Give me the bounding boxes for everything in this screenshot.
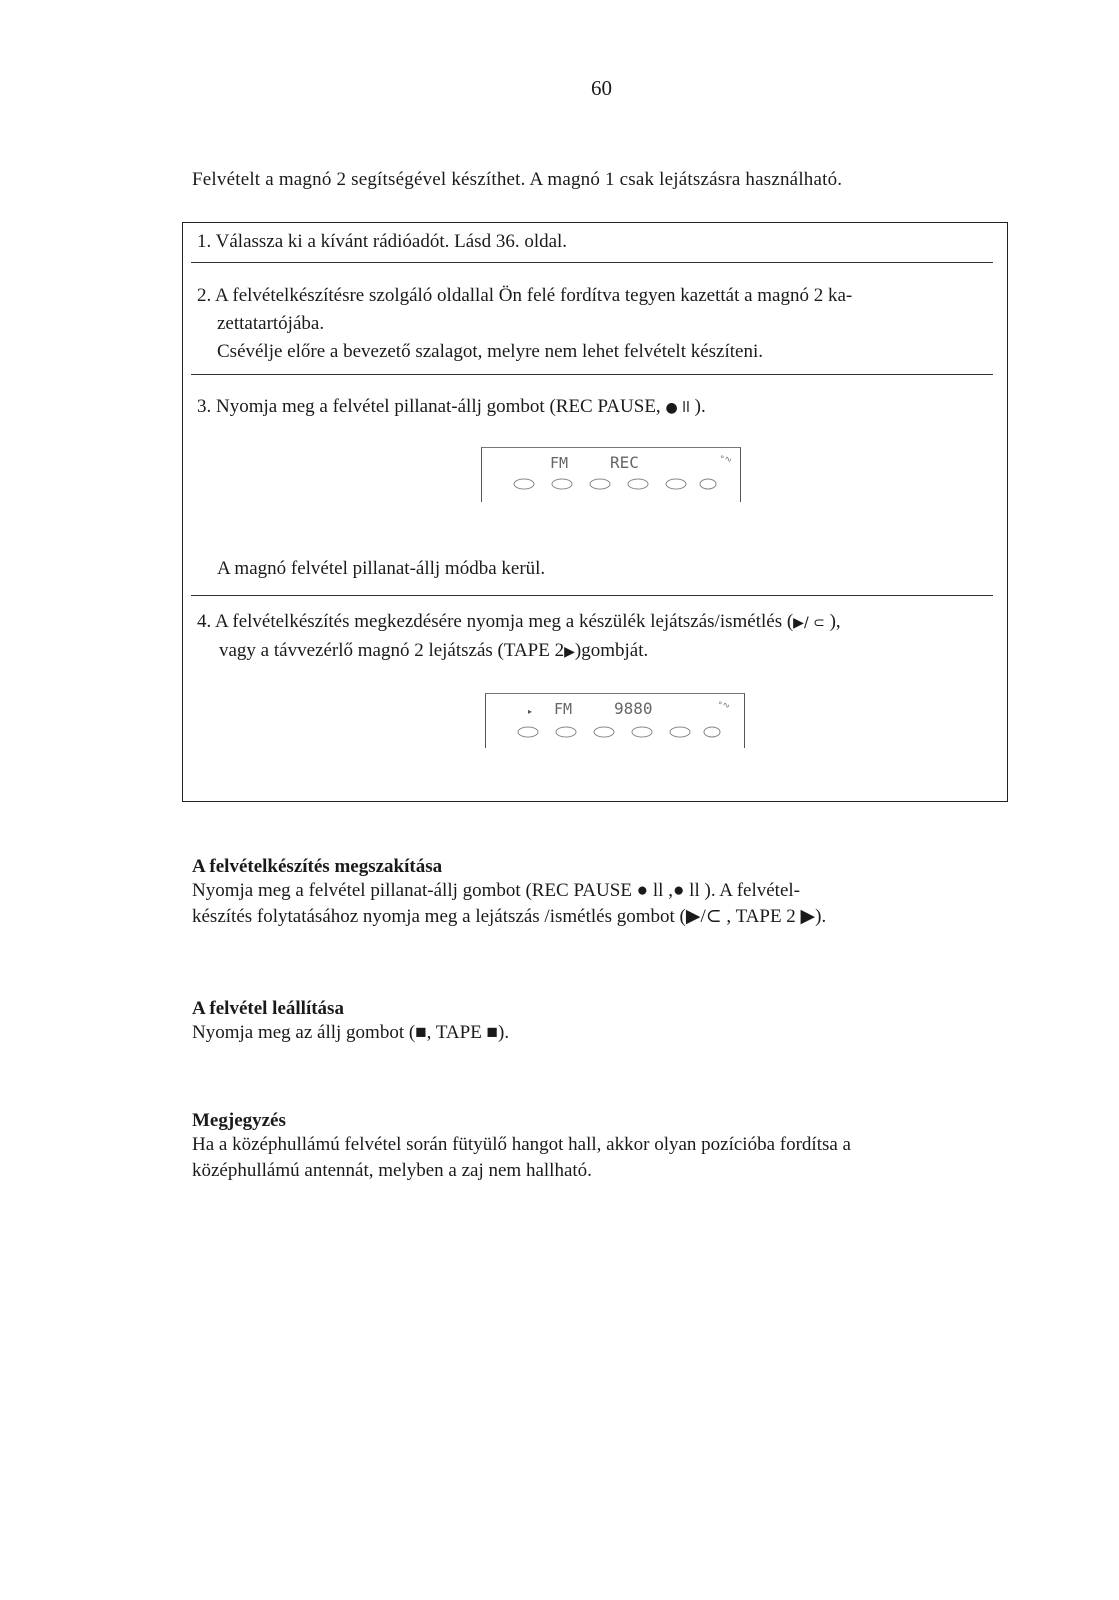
step-4-line-2-suffix: )gombját. bbox=[574, 640, 649, 661]
step-4-line-2 bbox=[197, 637, 841, 666]
section-body-line-1: Nyomja meg a felvétel pillanat-állj gombot (REC PAUSE ● ll ,● ll ). A felvétel- bbox=[192, 880, 800, 901]
step-4-suffix: ), bbox=[824, 611, 841, 632]
section-note bbox=[192, 1110, 1000, 1184]
step-4 bbox=[197, 608, 841, 666]
lcd-display-recording bbox=[485, 693, 745, 748]
lcd-frequency: 9880 bbox=[614, 699, 653, 718]
step-2 bbox=[197, 282, 852, 366]
step-2-line-2: zettatartójába. bbox=[217, 313, 325, 334]
steps-box bbox=[182, 222, 1008, 802]
step-4-line-1 bbox=[197, 608, 841, 637]
lcd-stereo-icon: °∿ bbox=[718, 701, 731, 711]
lcd-play-icon: ▸ bbox=[528, 707, 533, 716]
lcd-band-label: FM bbox=[554, 700, 573, 718]
step-2-line-3: Csévélje előre a bevezető szalagot, melyre nem lehet felvételt készíteni. bbox=[217, 341, 763, 362]
section-stop bbox=[192, 998, 1000, 1046]
step-2-line-1: 2. A felvételkészítésre szolgáló oldallal Ön felé fordítva tegyen kazettát a magnó 2 ka- bbox=[197, 285, 853, 306]
play-symbol: ▶ bbox=[564, 644, 575, 660]
lcd-display-rec-pause bbox=[481, 447, 741, 502]
section-body-line-2: készítés folytatásához nyomja meg a lejátszás /ismétlés gombot (▶/⊂ , TAPE 2 ▶). bbox=[192, 906, 827, 927]
step-3-suffix: ). bbox=[694, 396, 706, 417]
lcd-stereo-icon: °∿ bbox=[720, 455, 733, 465]
step-3-text: 3. Nyomja meg a felvétel pillanat-állj gombot (REC PAUSE, bbox=[197, 396, 661, 417]
intro-text: Felvételt a magnó 2 segítségével készíthet. A magnó 1 csak lejátszásra használható. bbox=[192, 169, 843, 190]
play-repeat-symbol: ▶/ ⊂ bbox=[793, 615, 825, 631]
lcd-band-label: FM bbox=[550, 454, 569, 472]
lcd-rec-indicator: REC bbox=[610, 453, 639, 472]
lcd-segments-icon bbox=[518, 727, 720, 737]
section-title: A felvétel leállítása bbox=[192, 998, 344, 1019]
page-number: 60 bbox=[591, 76, 612, 100]
step-4-line-2-text: vagy a távvezérlő magnó 2 lejátszás (TAPE 2 bbox=[219, 640, 565, 661]
step-3-result: A magnó felvétel pillanat-állj módba kerül. bbox=[217, 558, 546, 579]
rec-pause-symbol: ● ll bbox=[665, 400, 690, 416]
divider bbox=[191, 374, 993, 375]
lcd-segments-icon bbox=[514, 479, 716, 489]
section-body: Nyomja meg az állj gombot (■, TAPE ■). bbox=[192, 1022, 510, 1043]
step-3 bbox=[197, 393, 706, 422]
divider bbox=[191, 595, 993, 596]
section-body-line-1: Ha a középhullámú felvétel során fütyülő hangot hall, akkor olyan pozícióba fordítsa a bbox=[192, 1134, 851, 1155]
section-title: Megjegyzés bbox=[192, 1110, 286, 1131]
section-body-line-2: középhullámú antennát, melyben a zaj nem hallható. bbox=[192, 1160, 592, 1181]
section-interrupt bbox=[192, 856, 1000, 930]
step-1: 1. Válassza ki a kívánt rádióadót. Lásd 36. oldal. bbox=[197, 231, 568, 252]
section-title: A felvételkészítés megszakítása bbox=[192, 856, 443, 877]
step-4-text: 4. A felvételkészítés megkezdésére nyomja meg a készülék lejátszás/ismétlés ( bbox=[197, 611, 794, 632]
divider bbox=[191, 262, 993, 263]
